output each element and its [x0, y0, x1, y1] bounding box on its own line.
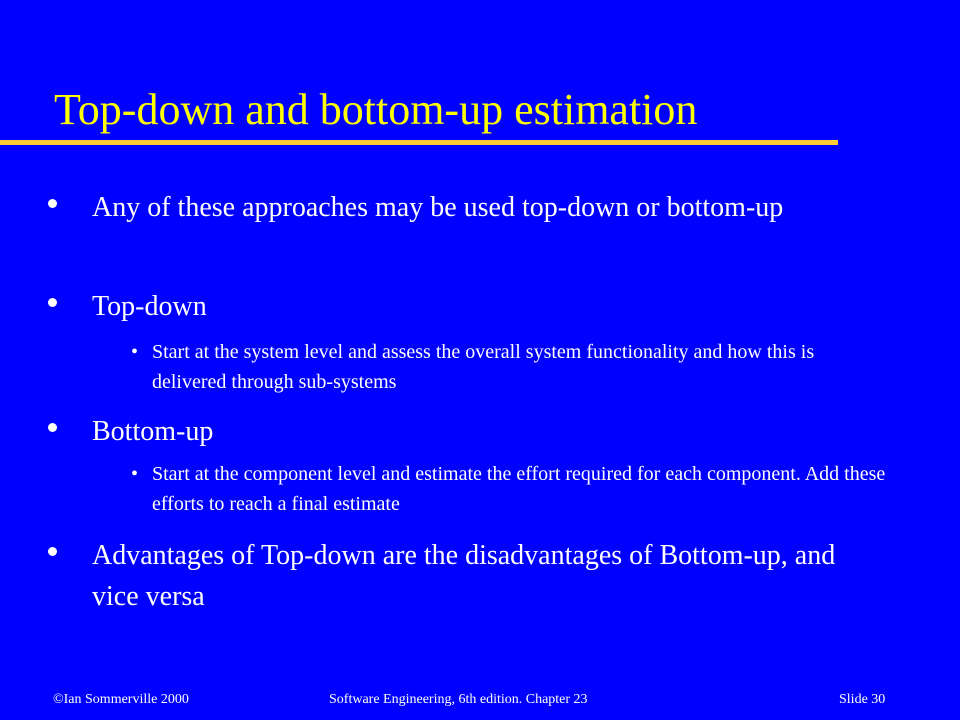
slide-title: Top-down and bottom-up estimation [54, 85, 698, 134]
footer-slide-number: Slide 30 [839, 692, 886, 707]
footer-book-title: Software Engineering, 6th edition. Chapter 23 [329, 692, 588, 707]
bullet-dot-icon [48, 547, 57, 556]
sub-bullet-text: Start at the system level and assess the overall system functionality and how this is delivered through sub-systems [152, 341, 815, 393]
bullet-text: Bottom-up [92, 416, 214, 447]
bullet-dot-icon [48, 423, 57, 432]
bullet-text: Advantages of Top-down are the disadvantages of Bottom-up, and vice versa [92, 540, 836, 612]
bullet-dot-icon [48, 298, 57, 307]
bullet-text: Any of these approaches may be used top-down or bottom-up [92, 192, 784, 223]
bullet-dot-icon [48, 199, 57, 208]
sub-bullet-dot-icon: • [131, 341, 139, 363]
sub-bullet-dot-icon: • [131, 463, 139, 485]
sub-bullet-text: Start at the component level and estimate the effort required for each component. Add these efforts to reach a final estimate [152, 463, 886, 515]
bullet-text: Top-down [92, 291, 207, 322]
footer-copyright: ©Ian Sommerville 2000 [53, 692, 189, 707]
